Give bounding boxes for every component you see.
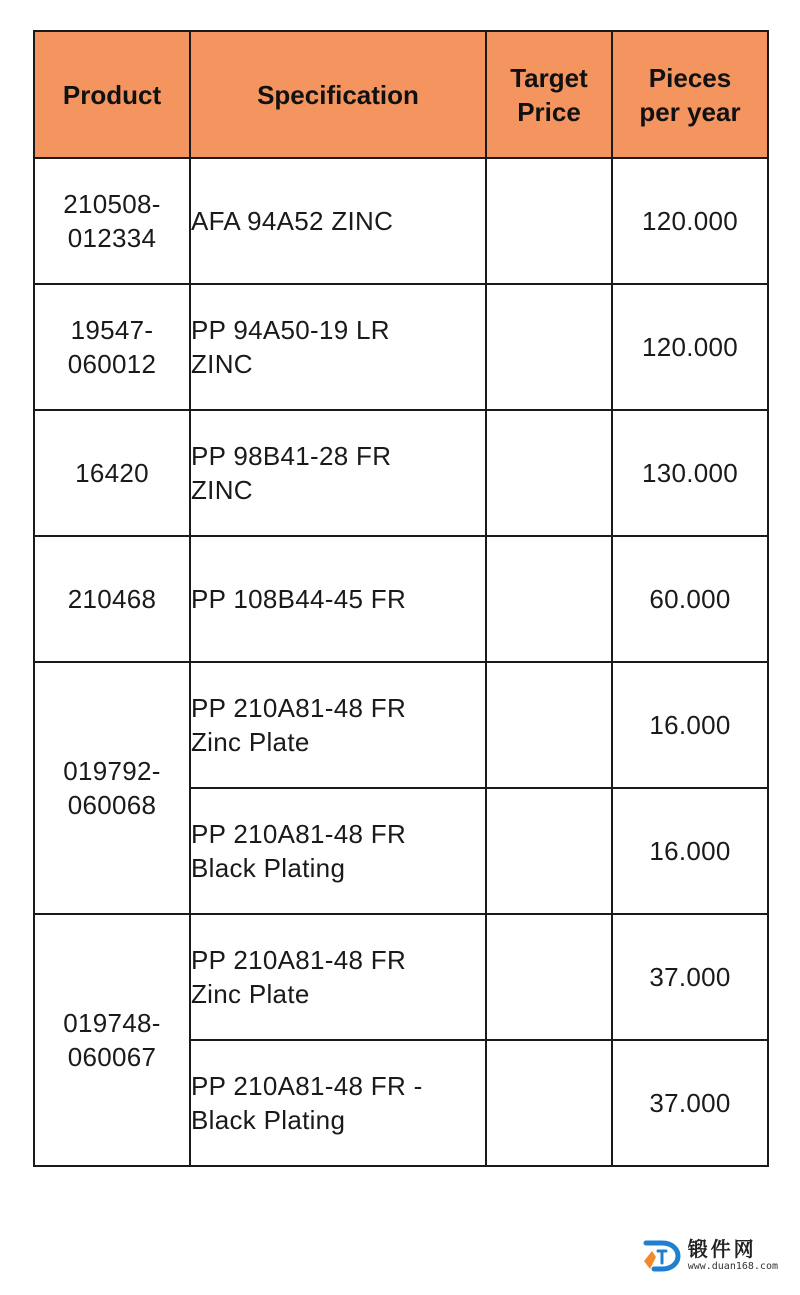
table-row (34, 410, 768, 536)
table-row (34, 662, 768, 788)
table-row (34, 158, 768, 284)
watermark-text (688, 1239, 778, 1273)
target-price-cell (486, 662, 612, 788)
pieces-cell: 120.000 (612, 158, 768, 284)
pieces-cell: 16.000 (612, 662, 768, 788)
rfq-table (33, 30, 769, 1167)
product-cell: 210468 (34, 536, 190, 662)
target-price-cell (486, 410, 612, 536)
header-product: Product (34, 31, 190, 158)
target-price-cell (486, 158, 612, 284)
pieces-cell: 37.000 (612, 1040, 768, 1166)
product-cell: 019748- 060067 (34, 914, 190, 1166)
product-cell: 16420 (34, 410, 190, 536)
pieces-cell: 130.000 (612, 410, 768, 536)
specification-cell: PP 210A81-48 FR Zinc Plate (190, 662, 486, 788)
target-price-cell (486, 788, 612, 914)
target-price-cell (486, 1040, 612, 1166)
product-cell: 210508- 012334 (34, 158, 190, 284)
target-price-cell (486, 914, 612, 1040)
pieces-cell: 120.000 (612, 284, 768, 410)
specification-cell: PP 210A81-48 FR - Black Plating (190, 1040, 486, 1166)
header-pieces-per-year: Pieces per year (612, 31, 768, 158)
watermark (642, 1239, 778, 1273)
pieces-cell: 37.000 (612, 914, 768, 1040)
specification-cell: AFA 94A52 ZINC (190, 158, 486, 284)
header-target-price: Target Price (486, 31, 612, 158)
header-specification: Specification (190, 31, 486, 158)
table-row (34, 284, 768, 410)
watermark-url: www.duan168.com (687, 1261, 778, 1272)
specification-cell: PP 108B44-45 FR (190, 536, 486, 662)
specification-cell: PP 210A81-48 FR Black Plating (190, 788, 486, 914)
watermark-name: 锻件网 (687, 1239, 757, 1261)
specification-cell: PP 210A81-48 FR Zinc Plate (190, 914, 486, 1040)
specification-cell: PP 94A50-19 LR ZINC (190, 284, 486, 410)
pieces-cell: 16.000 (612, 788, 768, 914)
duan168-logo-icon (642, 1239, 682, 1273)
pieces-cell: 60.000 (612, 536, 768, 662)
product-cell: 19547- 060012 (34, 284, 190, 410)
target-price-cell (486, 536, 612, 662)
table-row (34, 536, 768, 662)
product-cell: 019792- 060068 (34, 662, 190, 914)
target-price-cell (486, 284, 612, 410)
header-row (34, 31, 768, 158)
specification-cell: PP 98B41-28 FR ZINC (190, 410, 486, 536)
table-row (34, 914, 768, 1040)
